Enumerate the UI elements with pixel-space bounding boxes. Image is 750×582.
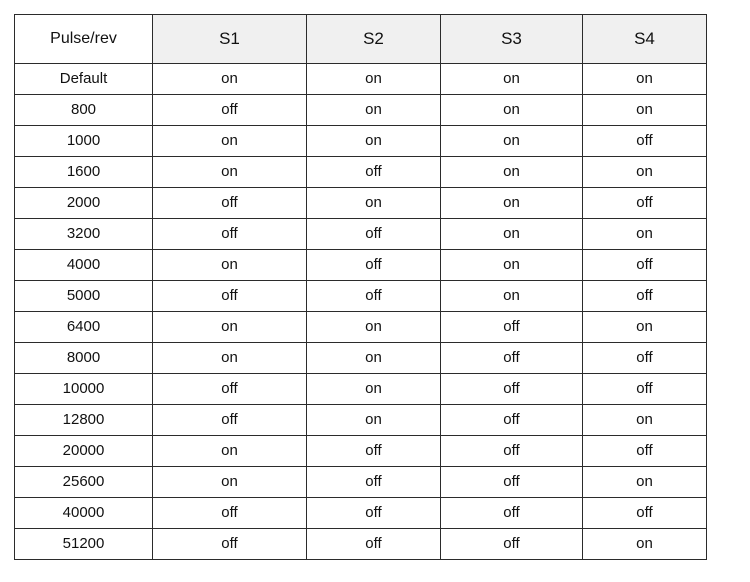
column-header-pulse-per-rev: Pulse/rev [15, 15, 153, 64]
cell-s3: on [441, 188, 583, 219]
cell-s1: off [153, 498, 307, 529]
column-header-s3: S3 [441, 15, 583, 64]
cell-s3: on [441, 64, 583, 95]
table-row [15, 343, 707, 374]
cell-s4: on [583, 157, 707, 188]
cell-s4: on [583, 219, 707, 250]
cell-s3: off [441, 312, 583, 343]
table-row [15, 467, 707, 498]
cell-s4: off [583, 281, 707, 312]
row-label: 1000 [15, 126, 153, 157]
table-row [15, 188, 707, 219]
cell-s4: on [583, 529, 707, 560]
cell-s2: on [307, 343, 441, 374]
cell-s1: off [153, 529, 307, 560]
pulse-per-rev-dip-switch-table [14, 14, 707, 560]
row-label: 10000 [15, 374, 153, 405]
cell-s3: off [441, 436, 583, 467]
cell-s2: on [307, 312, 441, 343]
cell-s4: off [583, 126, 707, 157]
cell-s1: off [153, 188, 307, 219]
cell-s4: off [583, 188, 707, 219]
cell-s3: off [441, 405, 583, 436]
cell-s4: on [583, 64, 707, 95]
cell-s2: off [307, 250, 441, 281]
row-label: 800 [15, 95, 153, 126]
cell-s2: off [307, 529, 441, 560]
cell-s1: off [153, 219, 307, 250]
cell-s4: on [583, 467, 707, 498]
row-label: 5000 [15, 281, 153, 312]
table-row [15, 529, 707, 560]
cell-s2: on [307, 188, 441, 219]
cell-s3: on [441, 250, 583, 281]
table-row [15, 498, 707, 529]
cell-s2: on [307, 95, 441, 126]
row-label: 51200 [15, 529, 153, 560]
cell-s4: off [583, 436, 707, 467]
cell-s4: on [583, 405, 707, 436]
row-label: 20000 [15, 436, 153, 467]
cell-s3: off [441, 343, 583, 374]
cell-s1: on [153, 157, 307, 188]
row-label: 2000 [15, 188, 153, 219]
cell-s2: off [307, 467, 441, 498]
cell-s1: on [153, 312, 307, 343]
cell-s2: on [307, 64, 441, 95]
cell-s3: off [441, 529, 583, 560]
cell-s2: off [307, 219, 441, 250]
cell-s1: off [153, 281, 307, 312]
cell-s1: off [153, 405, 307, 436]
cell-s4: off [583, 374, 707, 405]
table-row [15, 312, 707, 343]
row-label: 25600 [15, 467, 153, 498]
table-row [15, 157, 707, 188]
row-label: 1600 [15, 157, 153, 188]
cell-s2: on [307, 405, 441, 436]
column-header-s4: S4 [583, 15, 707, 64]
table-row [15, 64, 707, 95]
cell-s3: on [441, 219, 583, 250]
cell-s4: off [583, 343, 707, 374]
cell-s4: off [583, 498, 707, 529]
row-label: 40000 [15, 498, 153, 529]
table-row [15, 405, 707, 436]
document-page [0, 14, 750, 582]
cell-s4: on [583, 95, 707, 126]
cell-s3: on [441, 157, 583, 188]
table-row [15, 281, 707, 312]
cell-s1: on [153, 436, 307, 467]
cell-s2: on [307, 374, 441, 405]
table-row [15, 436, 707, 467]
cell-s2: off [307, 498, 441, 529]
column-header-s1: S1 [153, 15, 307, 64]
cell-s2: on [307, 126, 441, 157]
header-row [15, 15, 707, 64]
cell-s3: off [441, 374, 583, 405]
row-label: 4000 [15, 250, 153, 281]
table-body [15, 64, 707, 560]
cell-s4: on [583, 312, 707, 343]
cell-s1: off [153, 374, 307, 405]
row-label: 3200 [15, 219, 153, 250]
table-row [15, 95, 707, 126]
table-header [15, 15, 707, 64]
cell-s3: off [441, 467, 583, 498]
row-label: Default [15, 64, 153, 95]
cell-s1: on [153, 343, 307, 374]
table-row [15, 250, 707, 281]
cell-s3: on [441, 281, 583, 312]
cell-s1: off [153, 95, 307, 126]
cell-s2: off [307, 436, 441, 467]
cell-s1: on [153, 250, 307, 281]
cell-s3: on [441, 95, 583, 126]
cell-s3: on [441, 126, 583, 157]
row-label: 12800 [15, 405, 153, 436]
cell-s1: on [153, 64, 307, 95]
cell-s4: off [583, 250, 707, 281]
cell-s2: off [307, 157, 441, 188]
cell-s3: off [441, 498, 583, 529]
table-row [15, 219, 707, 250]
row-label: 6400 [15, 312, 153, 343]
column-header-s2: S2 [307, 15, 441, 64]
cell-s1: on [153, 467, 307, 498]
table-row [15, 126, 707, 157]
cell-s2: off [307, 281, 441, 312]
cell-s1: on [153, 126, 307, 157]
table-row [15, 374, 707, 405]
row-label: 8000 [15, 343, 153, 374]
